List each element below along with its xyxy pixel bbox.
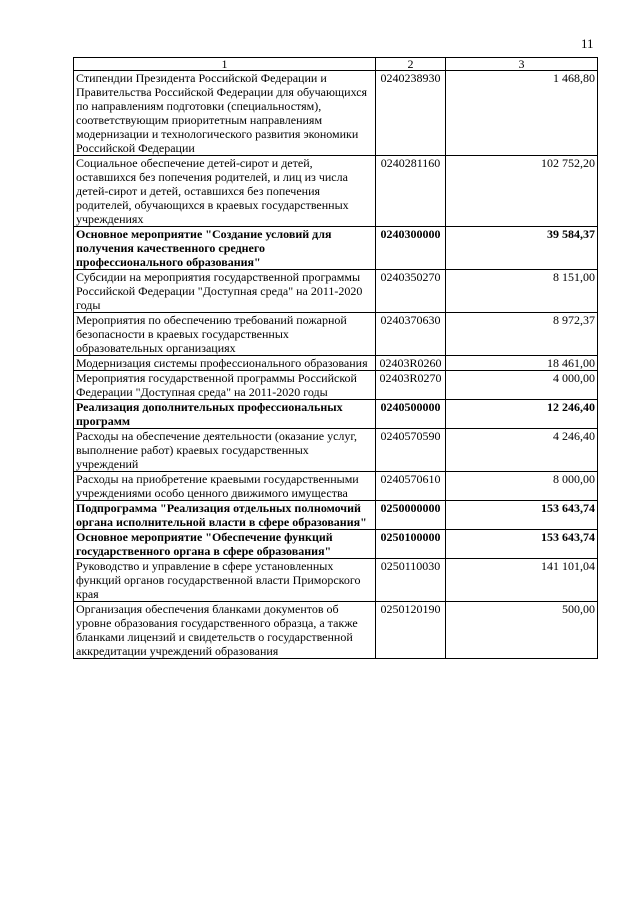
row-amount: 153 643,74 [446,501,598,530]
row-amount: 12 246,40 [446,400,598,429]
row-amount: 102 752,20 [446,156,598,227]
column-header-2: 2 [376,58,446,71]
row-amount: 153 643,74 [446,530,598,559]
row-name: Реализация дополнительных профессиональных программ [74,400,376,429]
row-name: Расходы на обеспечение деятельности (оказание услуг, выполнение работ) краевых государственных учреждений [74,429,376,472]
table-row [74,530,598,559]
row-amount: 39 584,37 [446,227,598,270]
row-name: Субсидии на мероприятия государственной программы Российской Федерации "Доступная среда" на 2011-2020 годы [74,270,376,313]
table-row [74,429,598,472]
row-code: 0240500000 [376,400,446,429]
page-number: 11 [581,36,594,51]
row-name: Мероприятия государственной программы Российской Федерации "Доступная среда" на 2011-2020 годы [74,371,376,400]
table-row [74,227,598,270]
row-amount: 8 972,37 [446,313,598,356]
row-name: Социальное обеспечение детей-сирот и детей, оставшихся без попечения родителей, и лиц из числа детей-сирот и детей, оставшихся без попечения родителей, обучающихся в краевых государственных учреждениях [74,156,376,227]
row-amount: 141 101,04 [446,559,598,602]
row-code: 0240370630 [376,313,446,356]
table-row [74,501,598,530]
table-row [74,559,598,602]
table-row [74,400,598,429]
row-code: 0240350270 [376,270,446,313]
row-name: Модернизация системы профессионального образования [74,356,376,371]
row-amount: 8 151,00 [446,270,598,313]
table-row [74,356,598,371]
row-code: 0240300000 [376,227,446,270]
budget-table [73,57,598,659]
table-row [74,71,598,156]
table-row [74,602,598,659]
row-name: Расходы на приобретение краевыми государственными учреждениями особо ценного движимого имущества [74,472,376,501]
table-row [74,371,598,400]
table-header-row [74,58,598,71]
row-code: 0240281160 [376,156,446,227]
row-code: 0240570610 [376,472,446,501]
row-code: 0250100000 [376,530,446,559]
table-row [74,156,598,227]
column-header-3: 3 [446,58,598,71]
row-amount: 1 468,80 [446,71,598,156]
row-code: 0250120190 [376,602,446,659]
row-code: 0250000000 [376,501,446,530]
row-amount: 4 000,00 [446,371,598,400]
row-amount: 4 246,40 [446,429,598,472]
row-name: Мероприятия по обеспечению требований пожарной безопасности в краевых государственных образовательных организациях [74,313,376,356]
row-code: 0240238930 [376,71,446,156]
row-name: Организация обеспечения бланками документов об уровне образования государственного образца, а также бланками лицензий и свидетельств о государственной аккредитации учреждений образования [74,602,376,659]
row-name: Руководство и управление в сфере установленных функций органов государственной власти Приморского края [74,559,376,602]
row-name: Стипендии Президента Российской Федерации и Правительства Российской Федерации для обучающихся по направлениям подготовки (специальностям), соответствующим приоритетным направлениям модернизации и технологического развития экономики Российской Федерации [74,71,376,156]
table-row [74,270,598,313]
row-code: 0250110030 [376,559,446,602]
row-name: Подпрограмма "Реализация отдельных полномочий органа исполнительной власти в сфере образования" [74,501,376,530]
row-name: Основное мероприятие "Создание условий для получения качественного среднего профессионального образования" [74,227,376,270]
row-amount: 500,00 [446,602,598,659]
row-name: Основное мероприятие "Обеспечение функций государственного органа в сфере образования" [74,530,376,559]
row-amount: 8 000,00 [446,472,598,501]
row-amount: 18 461,00 [446,356,598,371]
table-row [74,313,598,356]
row-code: 0240570590 [376,429,446,472]
row-code: 02403R0260 [376,356,446,371]
column-header-1: 1 [74,58,376,71]
table-row [74,472,598,501]
row-code: 02403R0270 [376,371,446,400]
